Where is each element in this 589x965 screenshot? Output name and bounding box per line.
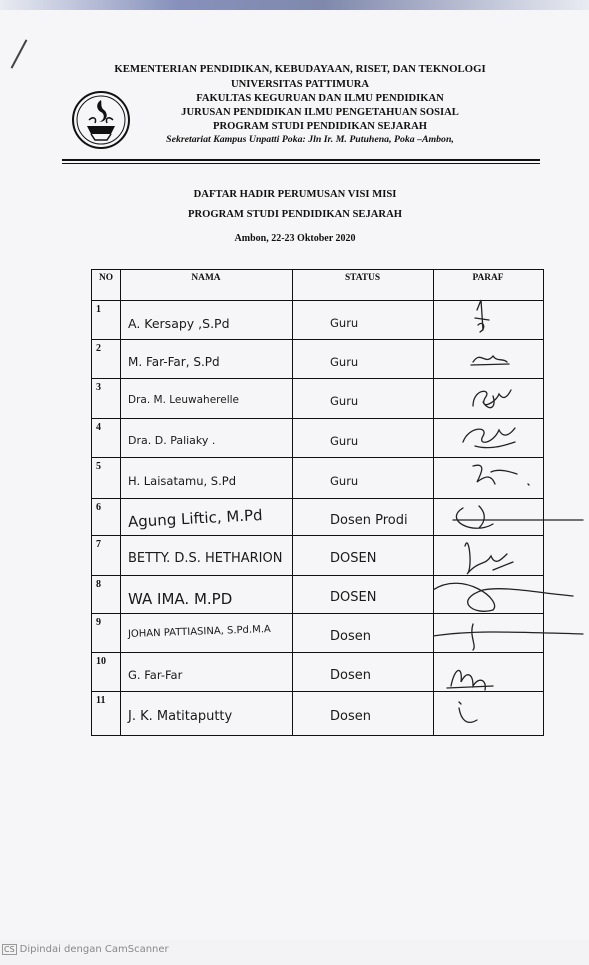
document-date: Ambon, 22-23 Oktober 2020 (234, 233, 356, 244)
attendee-name: A. Kersapy ,S.Pd (128, 315, 230, 331)
attendee-status: DOSEN (330, 590, 377, 605)
attendee-status: Dosen (330, 709, 371, 724)
row-number: 9 (96, 617, 101, 628)
row-number: 8 (96, 579, 101, 590)
signature-column (433, 270, 589, 735)
row-number: 2 (96, 343, 101, 354)
row-number: 6 (96, 502, 101, 513)
row-number: 5 (96, 461, 101, 472)
attendee-name: J. K. Matitaputty (128, 709, 233, 724)
attendee-status: Guru (330, 473, 359, 488)
row-number: 3 (96, 382, 101, 393)
signature-mark (465, 543, 513, 574)
row-number: 4 (96, 422, 101, 433)
signature-mark (475, 300, 489, 332)
attendee-status: Guru (330, 315, 359, 330)
attendee-name: BETTY. D.S. HETHARION (128, 551, 283, 566)
scanner-watermark (2, 944, 169, 955)
header-rule-thin (62, 163, 540, 164)
signature-mark (433, 624, 583, 650)
header-department: JURUSAN PENDIDIKAN ILMU PENGETAHUAN SOSIAL (181, 107, 459, 118)
column-header-nama: NAMA (191, 273, 221, 283)
attendee-name: WA IMA. M.PD (128, 590, 233, 608)
attendee-status: Dosen (330, 628, 371, 644)
row-number: 11 (96, 695, 106, 706)
attendee-name: Dra. D. Paliaky . (128, 433, 216, 447)
attendee-name: G. Far-Far (128, 667, 183, 682)
signature-mark (459, 702, 477, 722)
header-faculty: FAKULTAS KEGURUAN DAN ILMU PENDIDIKAN (196, 93, 444, 104)
signature-mark (471, 356, 509, 365)
attendee-status: Dosen (330, 667, 371, 683)
column-header-no: NO (98, 273, 114, 283)
row-number: 1 (96, 304, 101, 315)
signature-mark (447, 670, 493, 690)
camscanner-badge: CS (4, 945, 15, 954)
column-header-paraf: PARAF (472, 273, 504, 283)
row-number: 7 (96, 539, 101, 550)
header-rule-thick (62, 159, 540, 161)
document-subtitle: PROGRAM STUDI PENDIDIKAN SEJARAH (188, 209, 402, 220)
column-header-status: STATUS (344, 273, 381, 283)
attendee-status: DOSEN (330, 551, 377, 566)
camscanner-text: Dipindai dengan CamScanner (19, 944, 169, 955)
document-title: DAFTAR HADIR PERUMUSAN VISI MISI (193, 189, 397, 200)
header-ministry: KEMENTERIAN PENDIDIKAN, KEBUDAYAAN, RISET, DAN TEKNOLOGI (114, 63, 486, 75)
attendance-table (91, 269, 544, 736)
attendee-status: Guru (330, 354, 359, 369)
header-address: Sekretariat Kampus Unpatti Poka: Jln Ir. M. Putuhena, Poka –Ambon, (166, 134, 454, 145)
signature-mark (453, 506, 589, 528)
attendee-name: H. Laisatamu, S.Pd (128, 473, 236, 488)
attendee-status: Guru (330, 433, 359, 448)
header-program: PROGRAM STUDI PENDIDIKAN SEJARAH (213, 121, 427, 132)
header-university: UNIVERSITAS PATTIMURA (230, 79, 370, 90)
attendee-status: Guru (330, 394, 359, 408)
attendee-name: JOHAN PATTIASINA, S.Pd.M.A (127, 623, 271, 640)
row-number: 10 (96, 656, 106, 667)
scan-edge-top (0, 0, 589, 10)
pen-mark (11, 39, 28, 68)
attendee-status: Dosen Prodi (330, 512, 408, 528)
attendee-name: Agung Liftic, M.Pd (127, 505, 264, 531)
signature-mark (433, 583, 573, 611)
signature-mark (473, 390, 511, 408)
attendee-name: M. Far-Far, S.Pd (128, 354, 220, 369)
signature-mark (473, 465, 529, 485)
signature-mark (463, 428, 515, 448)
attendee-name: Dra. M. Leuwaherelle (128, 394, 240, 406)
